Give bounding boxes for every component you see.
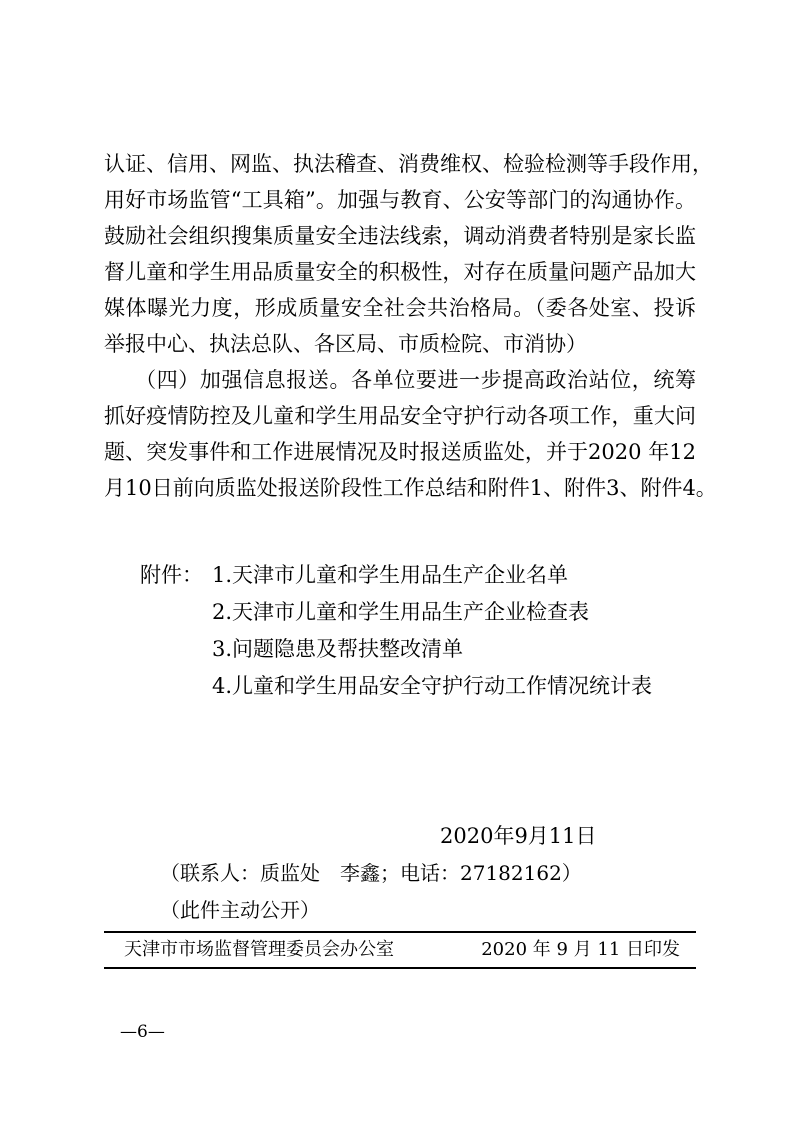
- attachment-item: 4.儿童和学生用品安全守护行动工作情况统计表: [212, 674, 653, 698]
- text-line: 鼓励社会组织搜集质量安全违法线索，调动消费者特别是家长监: [104, 224, 696, 248]
- body-paragraph-2: [104, 362, 717, 506]
- footer-rule-bottom: [104, 967, 696, 969]
- footer-row: [124, 934, 680, 966]
- attachments-label: 附件：: [140, 563, 203, 587]
- contact-info: （联系人：质监处 李鑫；电话：27182162）: [160, 861, 582, 885]
- attachment-item: 1.天津市儿童和学生用品生产企业名单: [212, 563, 569, 587]
- text-line: 月10日前向质监处报送阶段性工作总结和附件1、附件3、附件4。: [104, 476, 717, 500]
- issuer-name: 天津市市场监督管理委员会办公室: [124, 939, 394, 960]
- text-line: 题、突发事件和工作进展情况及时报送质监处，并于2020 年12: [104, 440, 696, 464]
- disclosure-note: （此件主动公开）: [160, 898, 320, 922]
- document-date: 2020年9月11日: [440, 824, 597, 848]
- page-number: —6—: [120, 1022, 165, 1042]
- footer-rule-top: [104, 931, 696, 933]
- text-line: 督儿童和学生用品质量安全的积极性，对存在质量问题产品加大: [104, 260, 696, 284]
- attachment-item: 3.问题隐患及帮扶整改清单: [212, 637, 464, 661]
- text-line: 认证、信用、网监、执法稽查、消费维权、检验检测等手段作用，: [104, 152, 713, 176]
- text-line: 抓好疫情防控及儿童和学生用品安全守护行动各项工作，重大问: [104, 404, 696, 428]
- text-line: 媒体曝光力度，形成质量安全社会共治格局。（委各处室、投诉: [104, 296, 696, 320]
- body-paragraph-1: [104, 146, 713, 362]
- issue-date: 2020 年 9 月 11 日印发: [481, 939, 680, 960]
- attachments-list: [140, 557, 652, 705]
- text-line: 举报中心、执法总队、各区局、市质检院、市消协）: [104, 332, 587, 356]
- text-line: 用好市场监管“工具箱”。加强与教育、公安等部门的沟通协作。: [104, 188, 696, 212]
- attachment-item: 2.天津市儿童和学生用品生产企业检查表: [212, 600, 590, 624]
- text-line: （四）加强信息报送。各单位要进一步提高政治站位，统筹: [124, 368, 696, 392]
